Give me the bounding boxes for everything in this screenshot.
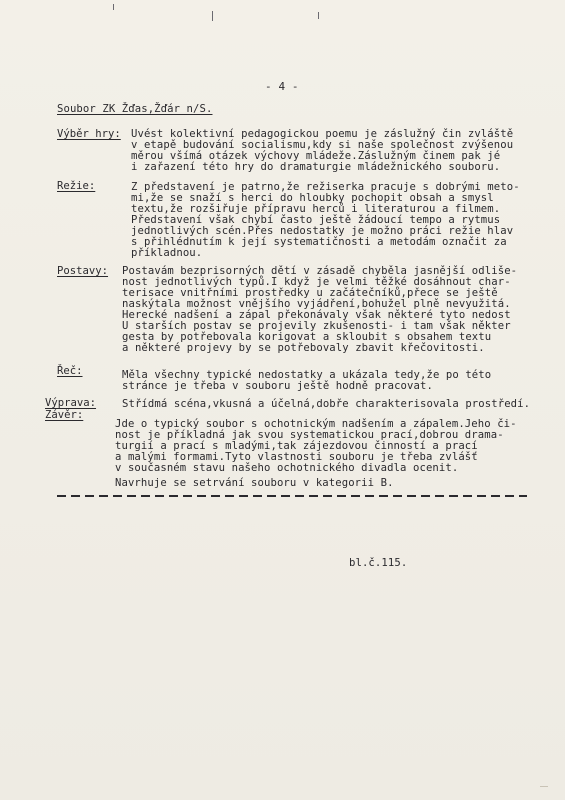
report-heading: Soubor ZK Žďas,Žďár n/S. (57, 103, 213, 115)
section-line: Herecké nadšení a zápal překonávaly však některé tyto nedost (122, 309, 511, 321)
section-line: i zařazení této hry do dramaturgie mládežnického souboru. (131, 161, 501, 173)
section-label-rezie: Režie: (57, 180, 96, 192)
section-line: Měla všechny typické nedostatky a ukázala tedy,že po této (122, 369, 492, 381)
section-label-rec: Řeč: (57, 365, 83, 377)
page-number: - 4 - (265, 80, 299, 93)
section-line: Z představení je patrno,že režiserka pracuje s dobrými meto- (131, 181, 520, 193)
dashed-separator (57, 495, 527, 497)
section-line: stránce je třeba v souboru ještě hodně pracovat. (122, 380, 433, 392)
section-line: Navrhuje se setrvání souboru v kategorii B. (115, 477, 394, 489)
scan-mark (540, 786, 548, 787)
section-line: Postavám bezprisorných dětí v zásadě chyběla jasnější odliše- (122, 265, 518, 277)
section-line: turgií a prací s mladými,tak zájezdovou činností a prací (115, 440, 478, 452)
section-line: měrou všímá otázek výchovy mládeže.Záslužným činem pak jé (131, 150, 501, 162)
section-line: a některé projevy by se potřebovaly zbavit křečovitosti. (122, 342, 485, 354)
section-line: U starších postav se projevily zkušenosti- i tam však někter (122, 320, 511, 332)
section-line: příkladnou. (131, 247, 203, 259)
section-line: a malými formami.Tyto vlastnosti souboru je třeba zvlášť (115, 451, 478, 463)
section-line: Střídmá scéna,vkusná a účelná,dobře charakterisovala prostředí. (122, 398, 531, 410)
section-line: naskýtala možnost vnějšího vyjádření,bohužel plně nevyužitá. (122, 298, 511, 310)
section-label-zaver: Závěr: (45, 409, 84, 421)
section-label-vyber-hry: Výběr hry: (57, 128, 121, 140)
section-line: Představení však chybí často ještě žádoucí tempo a rytmus (131, 214, 501, 226)
section-line: terisace vnitřními prostředky u začátečníků,přece se ještě (122, 287, 498, 299)
section-line: Jde o typický soubor s ochotnickým nadšením a zápalem.Jeho či- (115, 418, 517, 430)
section-line: v současném stavu našeho ochotnického divadla ocenit. (115, 462, 459, 474)
section-line: s přihlédnutím k její systematičnosti a metodám označit za (131, 236, 507, 248)
section-line: jednotlivých scén.Přes nedostatky je možno práci režie hlav (131, 225, 514, 237)
section-line: Uvést kolektivní pedagogickou poemu je záslužný čin zvláště (131, 128, 514, 140)
document-reference: bl.č.115. (349, 557, 408, 569)
section-line: nost jednotlivých typů.I když je velmi těžké dosáhnout char- (122, 276, 511, 288)
section-label-postavy: Postavy: (57, 265, 109, 277)
scan-mark (318, 12, 319, 19)
section-label-vyprava: Výprava: (45, 397, 97, 409)
section-line: nost je příkladná jak svou systematickou prací,dobrou drama- (115, 429, 504, 441)
section-line: mi,že se snaží s herci do hloubky pochopit obsah a smysl (131, 192, 494, 204)
section-line: gesta by potřebovala korigovat a skloubit s obsahem textu (122, 331, 492, 343)
scan-mark (212, 11, 213, 21)
section-line: v etapě budování socialismu,kdy si naše společnost zvýšenou (131, 139, 514, 151)
scan-mark (113, 4, 114, 10)
section-line: textu,že rozšiřuje přípravu herců i literaturou a filmem. (131, 203, 501, 215)
